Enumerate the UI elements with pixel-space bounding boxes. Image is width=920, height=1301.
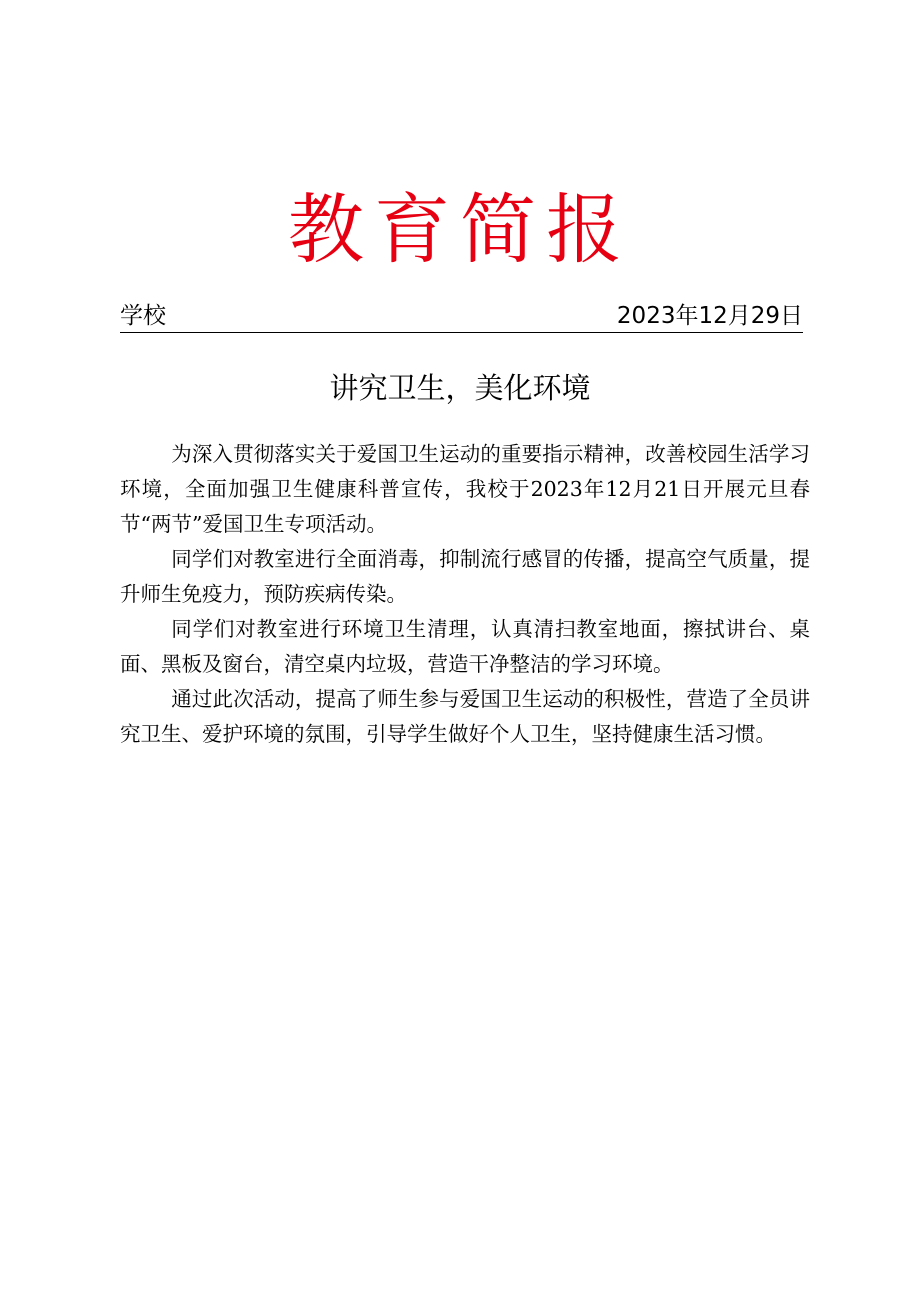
masthead-title: 教育简报: [288, 185, 632, 274]
issue-date: 2023年12月29日: [616, 303, 803, 329]
paragraph: 同学们对教室进行环境卫生清理，认真清扫教室地面，擦拭讲台、桌面、黑板及窗台，清空桌内垃圾，营造干净整洁的学习环境。: [120, 617, 810, 676]
paragraph: 为深入贯彻落实关于爱国卫生运动的重要指示精神，改善校园生活学习环境，全面加强卫生健康科普宣传，我校于2023年12月21日开展元旦春节“两节”爱国卫生专项活动。: [120, 442, 810, 536]
paragraph: 通过此次活动，提高了师生参与爱国卫生运动的积极性，营造了全员讲究卫生、爱护环境的氛围，引导学生做好个人卫生，坚持健康生活习惯。: [120, 687, 810, 746]
school-label: 学校: [120, 303, 166, 329]
paragraph: 同学们对教室进行全面消毒，抑制流行感冒的传播，提高空气质量，提升师生免疫力，预防疾病传染。: [120, 547, 810, 606]
dateline: [120, 300, 803, 333]
article-headline: 讲究卫生，美化环境: [329, 371, 591, 405]
article-body: [120, 437, 810, 752]
